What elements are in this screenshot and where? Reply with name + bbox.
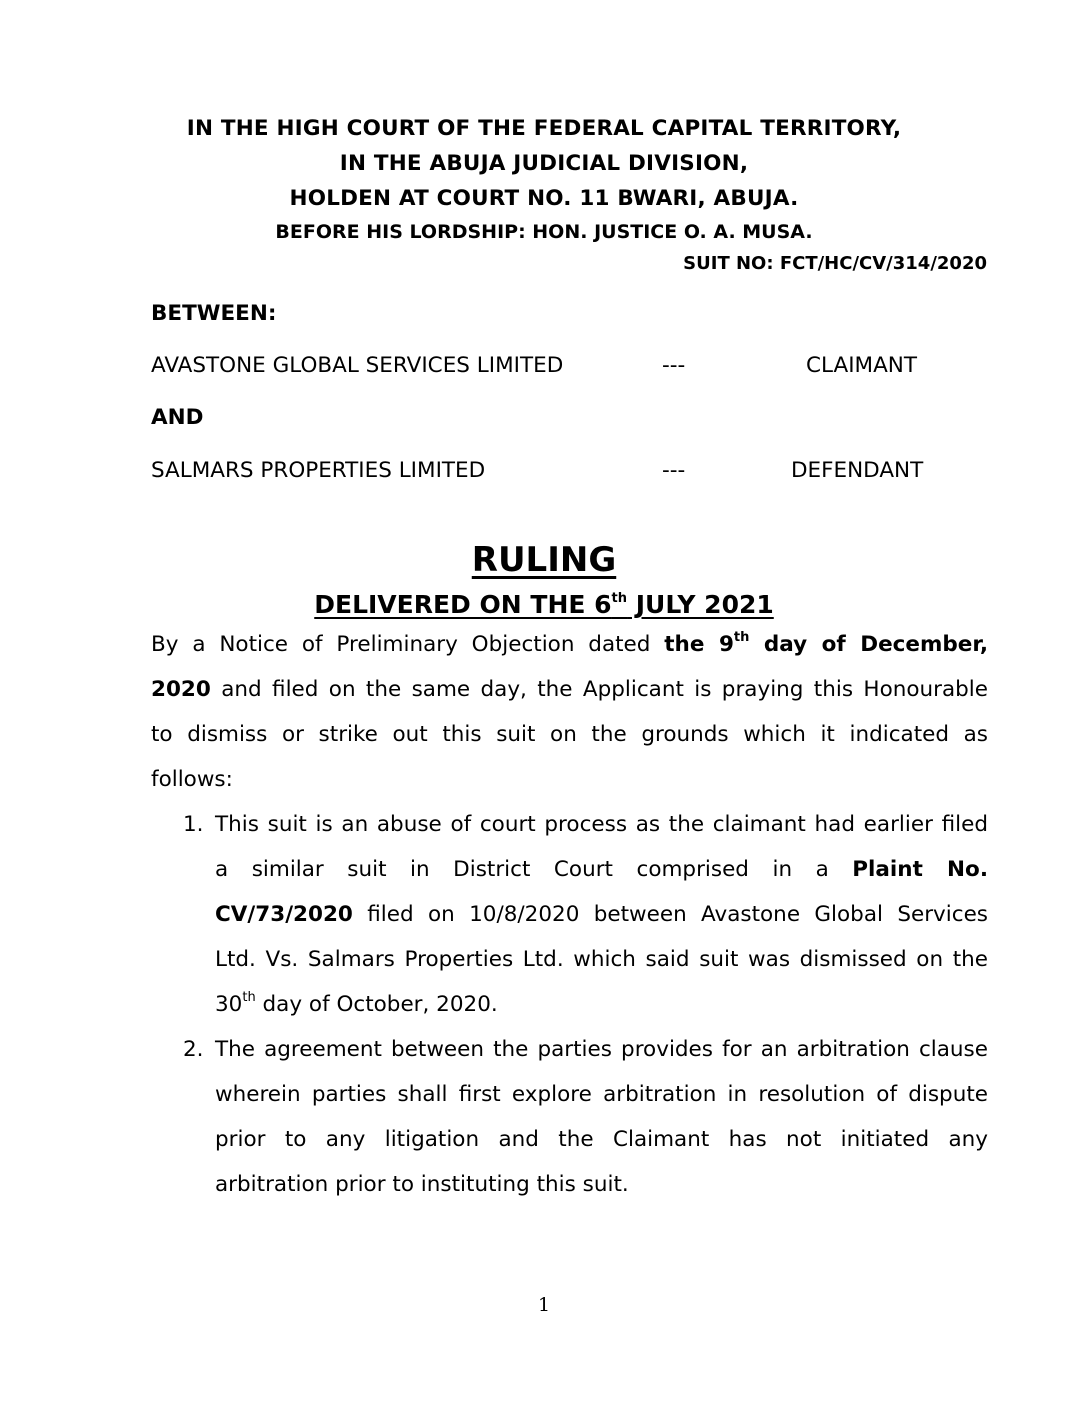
intro-l1-b: the 9 [664, 632, 734, 657]
claimant-role: CLAIMANT [806, 353, 918, 378]
ground-1-l2-a: a similar suit in District Court comprised in a [215, 857, 853, 882]
intro-l1-a: By a Notice of Preliminary Objection dated [151, 632, 665, 657]
court-header-line-1: IN THE HIGH COURT OF THE FEDERAL CAPITAL TERRITORY, [186, 116, 902, 141]
delivered-on-post: JULY 2021 [627, 590, 774, 619]
page-number: 1 [537, 1294, 551, 1316]
claimant-separator: --- [662, 353, 686, 378]
ground-2-line-2: wherein parties shall first explore arbitration in resolution of dispute [215, 1082, 988, 1107]
intro-l2-b: and filed on the same day, the Applicant is praying this Honourable [210, 677, 988, 702]
ground-1-l5-a: 30 [215, 992, 243, 1017]
ground-1-line-1: This suit is an abuse of court process as the claimant had earlier filed [215, 812, 988, 837]
court-header-line-2: IN THE ABUJA JUDICIAL DIVISION, [339, 151, 749, 176]
intro-l1-c: day of December, [749, 632, 988, 657]
suit-number: SUIT NO: FCT/HC/CV/314/2020 [683, 253, 987, 274]
delivered-on-sup: th [611, 590, 628, 606]
ground-2-line-4: arbitration prior to instituting this suit. [215, 1172, 629, 1197]
intro-l2-a: 2020 [151, 677, 211, 702]
intro-line-2 [151, 677, 988, 702]
ground-1-l2-b: Plaint No. [852, 857, 988, 882]
ground-2-number: 2. [183, 1037, 204, 1062]
intro-l1-bold [664, 629, 988, 657]
ground-1-l3-b: filed on 10/8/2020 between Avastone Global Services [352, 902, 988, 927]
court-header-line-3: HOLDEN AT COURT NO. 11 BWARI, ABUJA. [289, 186, 799, 211]
ruling-title-text: RULING [471, 540, 617, 580]
intro-line-1 [151, 629, 988, 657]
intro-l1-sup: th [733, 629, 750, 645]
defendant-role: DEFENDANT [791, 458, 924, 483]
ground-1-number: 1. [183, 812, 204, 837]
ground-1-l3-a: CV/73/2020 [215, 902, 353, 927]
judge-line: BEFORE HIS LORDSHIP: HON. JUSTICE O. A. MUSA. [275, 221, 813, 243]
ground-1-line-3 [215, 902, 988, 927]
delivered-on-text [314, 590, 774, 619]
intro-line-3: to dismiss or strike out this suit on the grounds which it indicated as [151, 722, 988, 747]
ground-1-line-2 [215, 857, 988, 882]
ground-1-line-5 [215, 989, 988, 1017]
ground-2-line-3: prior to any litigation and the Claimant has not initiated any [215, 1127, 988, 1152]
defendant-name: SALMARS PROPERTIES LIMITED [151, 458, 486, 483]
ground-1-line-4: Ltd. Vs. Salmars Properties Ltd. which said suit was dismissed on the [215, 947, 988, 972]
defendant-separator: --- [662, 458, 686, 483]
ground-1-l5-sup: th [242, 989, 256, 1005]
claimant-name: AVASTONE GLOBAL SERVICES LIMITED [151, 353, 564, 378]
delivered-on-line [0, 590, 1088, 619]
intro-line-4: follows: [151, 767, 233, 792]
ground-1-l5-b: day of October, 2020. [255, 992, 498, 1017]
ground-2-line-1: The agreement between the parties provides for an arbitration clause [215, 1037, 988, 1062]
ruling-title [0, 540, 1088, 580]
between-label: BETWEEN: [151, 301, 277, 326]
delivered-on-pre: DELIVERED ON THE 6 [314, 590, 612, 619]
and-label: AND [151, 405, 204, 430]
